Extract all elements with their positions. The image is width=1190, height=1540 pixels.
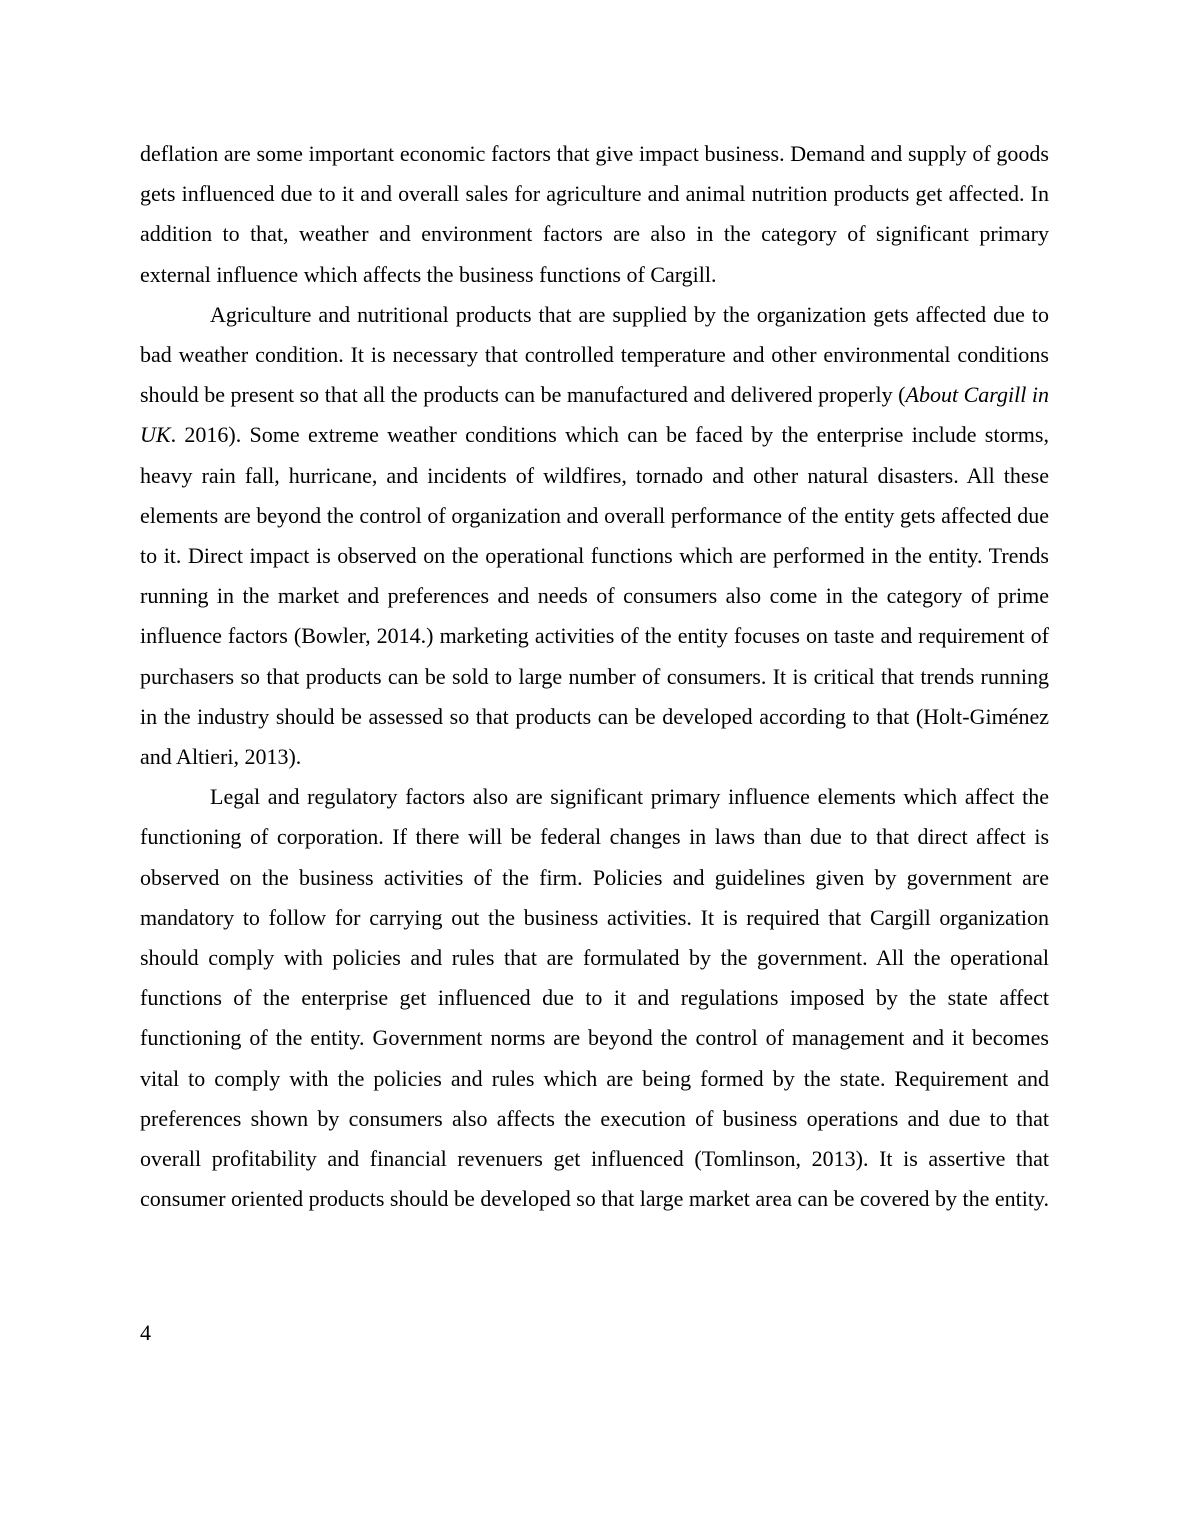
paragraph-legal-factors: Legal and regulatory factors also are significant primary influence elements which affect the functioning of corporation. If there will be federal changes in laws than due to that direct affect is observed on the business activities of the firm. Policies and guidelines given by government are mandatory to follow for carrying out the business activities. It is required that Cargill organization should comply with policies and rules that are formulated by the government. All the operational functions of the enterprise get influenced due to it and regulations imposed by the state affect functioning of the entity. Government norms are beyond the control of management and it becomes vital to comply with the policies and rules which are being formed by the state. Requirement and preferences shown by consumers also affects the execution of business operations and due to that overall profitability and financial revenuers get influenced (Tomlinson, 2013). It is assertive that consumer oriented products should be developed so that large market area can be covered by the entity. (140, 784, 1050, 1212)
paragraph-economic-factors: deflation are some important economic factors that give impact business. Demand and supply of goods gets influenced due to it and overall sales for agriculture and animal nutrition products get affected. In addition to that, weather and environment factors are also in the category of significant primary external influence which affects the business functions of Cargill. (140, 141, 1049, 287)
citation-title: About Cargill in UK (140, 382, 1050, 448)
paragraph-weather-text-end: . 2016). Some extreme weather conditions which can be faced by the enterprise include storms, heavy rain fall, hurricane, and incidents of wildfires, tornado and other natural disasters. All these elements are beyond the control of organization and overall performance of the entity gets affected due to it. Direct impact is observed on the operational functions which are performed in the entity. Trends running in the market and preferences and needs of consumers also come in the category of prime influence factors (Bowler, 2014.) marketing activities of the entity focuses on taste and requirement of purchasers so that products can be sold to large number of consumers. It is critical that trends running in the industry should be assessed so that products can be developed according to that (Holt-Giménez and Altieri, 2013). (140, 422, 1049, 770)
paragraph-weather-text-start: Agriculture and nutritional products that are supplied by the organization gets affected due to bad weather condition. It is necessary that controlled temperature and other environmental conditions should be present so that all the products can be manufactured and delivered properly ( (140, 301, 1049, 408)
paragraph-weather-factors (140, 295, 1049, 777)
body-text (140, 134, 1049, 1219)
page-number: 4 (140, 1320, 151, 1345)
